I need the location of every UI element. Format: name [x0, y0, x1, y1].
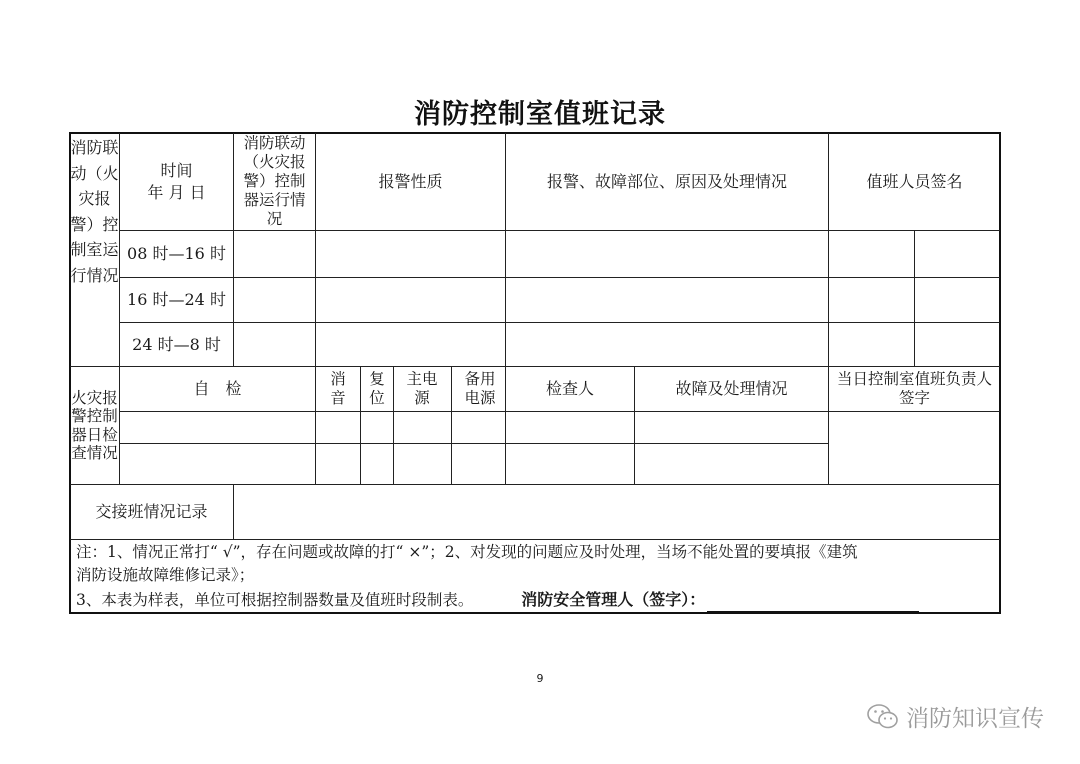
shift-row-label: 24 时—8 时: [132, 334, 221, 354]
section2-side-label: 火灾报警控制器日检查情况: [71, 388, 118, 462]
time-column-header: 时间 年 月 日: [147, 160, 206, 202]
leader-signature-header: 当日控制室值班负责人签字: [836, 370, 992, 407]
note-line-1: 注：1、情况正常打“ √”，存在问题或故障的打“ ×”；2、对发现的问题应及时处理，当场不能处置的要填报《建筑: [76, 543, 858, 561]
controller-status-header: 消防联动（火灾报警）控制器运行情况: [243, 134, 306, 228]
handover-label: 交接班情况记录: [95, 502, 208, 521]
main-power-header: 主电源: [406, 370, 438, 407]
document-title: 消防控制室值班记录: [414, 99, 666, 130]
shift-row-label: 16 时—24 时: [127, 290, 226, 309]
signature-line: [707, 594, 919, 612]
shift-row-label: 08 时—16 时: [127, 244, 226, 263]
safety-manager-signature-label: 消防安全管理人（签字）：: [521, 590, 706, 609]
alarm-type-header: 报警性质: [378, 171, 443, 191]
note-line-3-row: [76, 588, 919, 612]
section1-side-label: 消防联动（火灾报警）控制室运行情况: [70, 138, 119, 285]
fault-handling-header: 故障及处理情况: [675, 379, 788, 398]
reset-header: 复位: [369, 370, 385, 407]
selfcheck-header: 自 检: [193, 379, 242, 398]
mute-header: 消音: [330, 370, 346, 407]
alarm-detail-header: 报警、故障部位、原因及处理情况: [546, 171, 787, 191]
note-line-3: 3、本表为样表，单位可根据控制器数量及值班时段制表。: [76, 591, 474, 609]
wechat-icon: [866, 703, 900, 731]
note-line-2: 消防设施故障维修记录》；: [76, 566, 255, 584]
watermark-text: 消防知识宣传: [906, 706, 1044, 732]
inspector-header: 检查人: [545, 379, 594, 398]
page-number: 9: [536, 672, 544, 685]
signature-header: 值班人员签名: [866, 171, 963, 191]
backup-power-header: 备用电源: [464, 370, 496, 407]
watermark: [866, 700, 1044, 733]
